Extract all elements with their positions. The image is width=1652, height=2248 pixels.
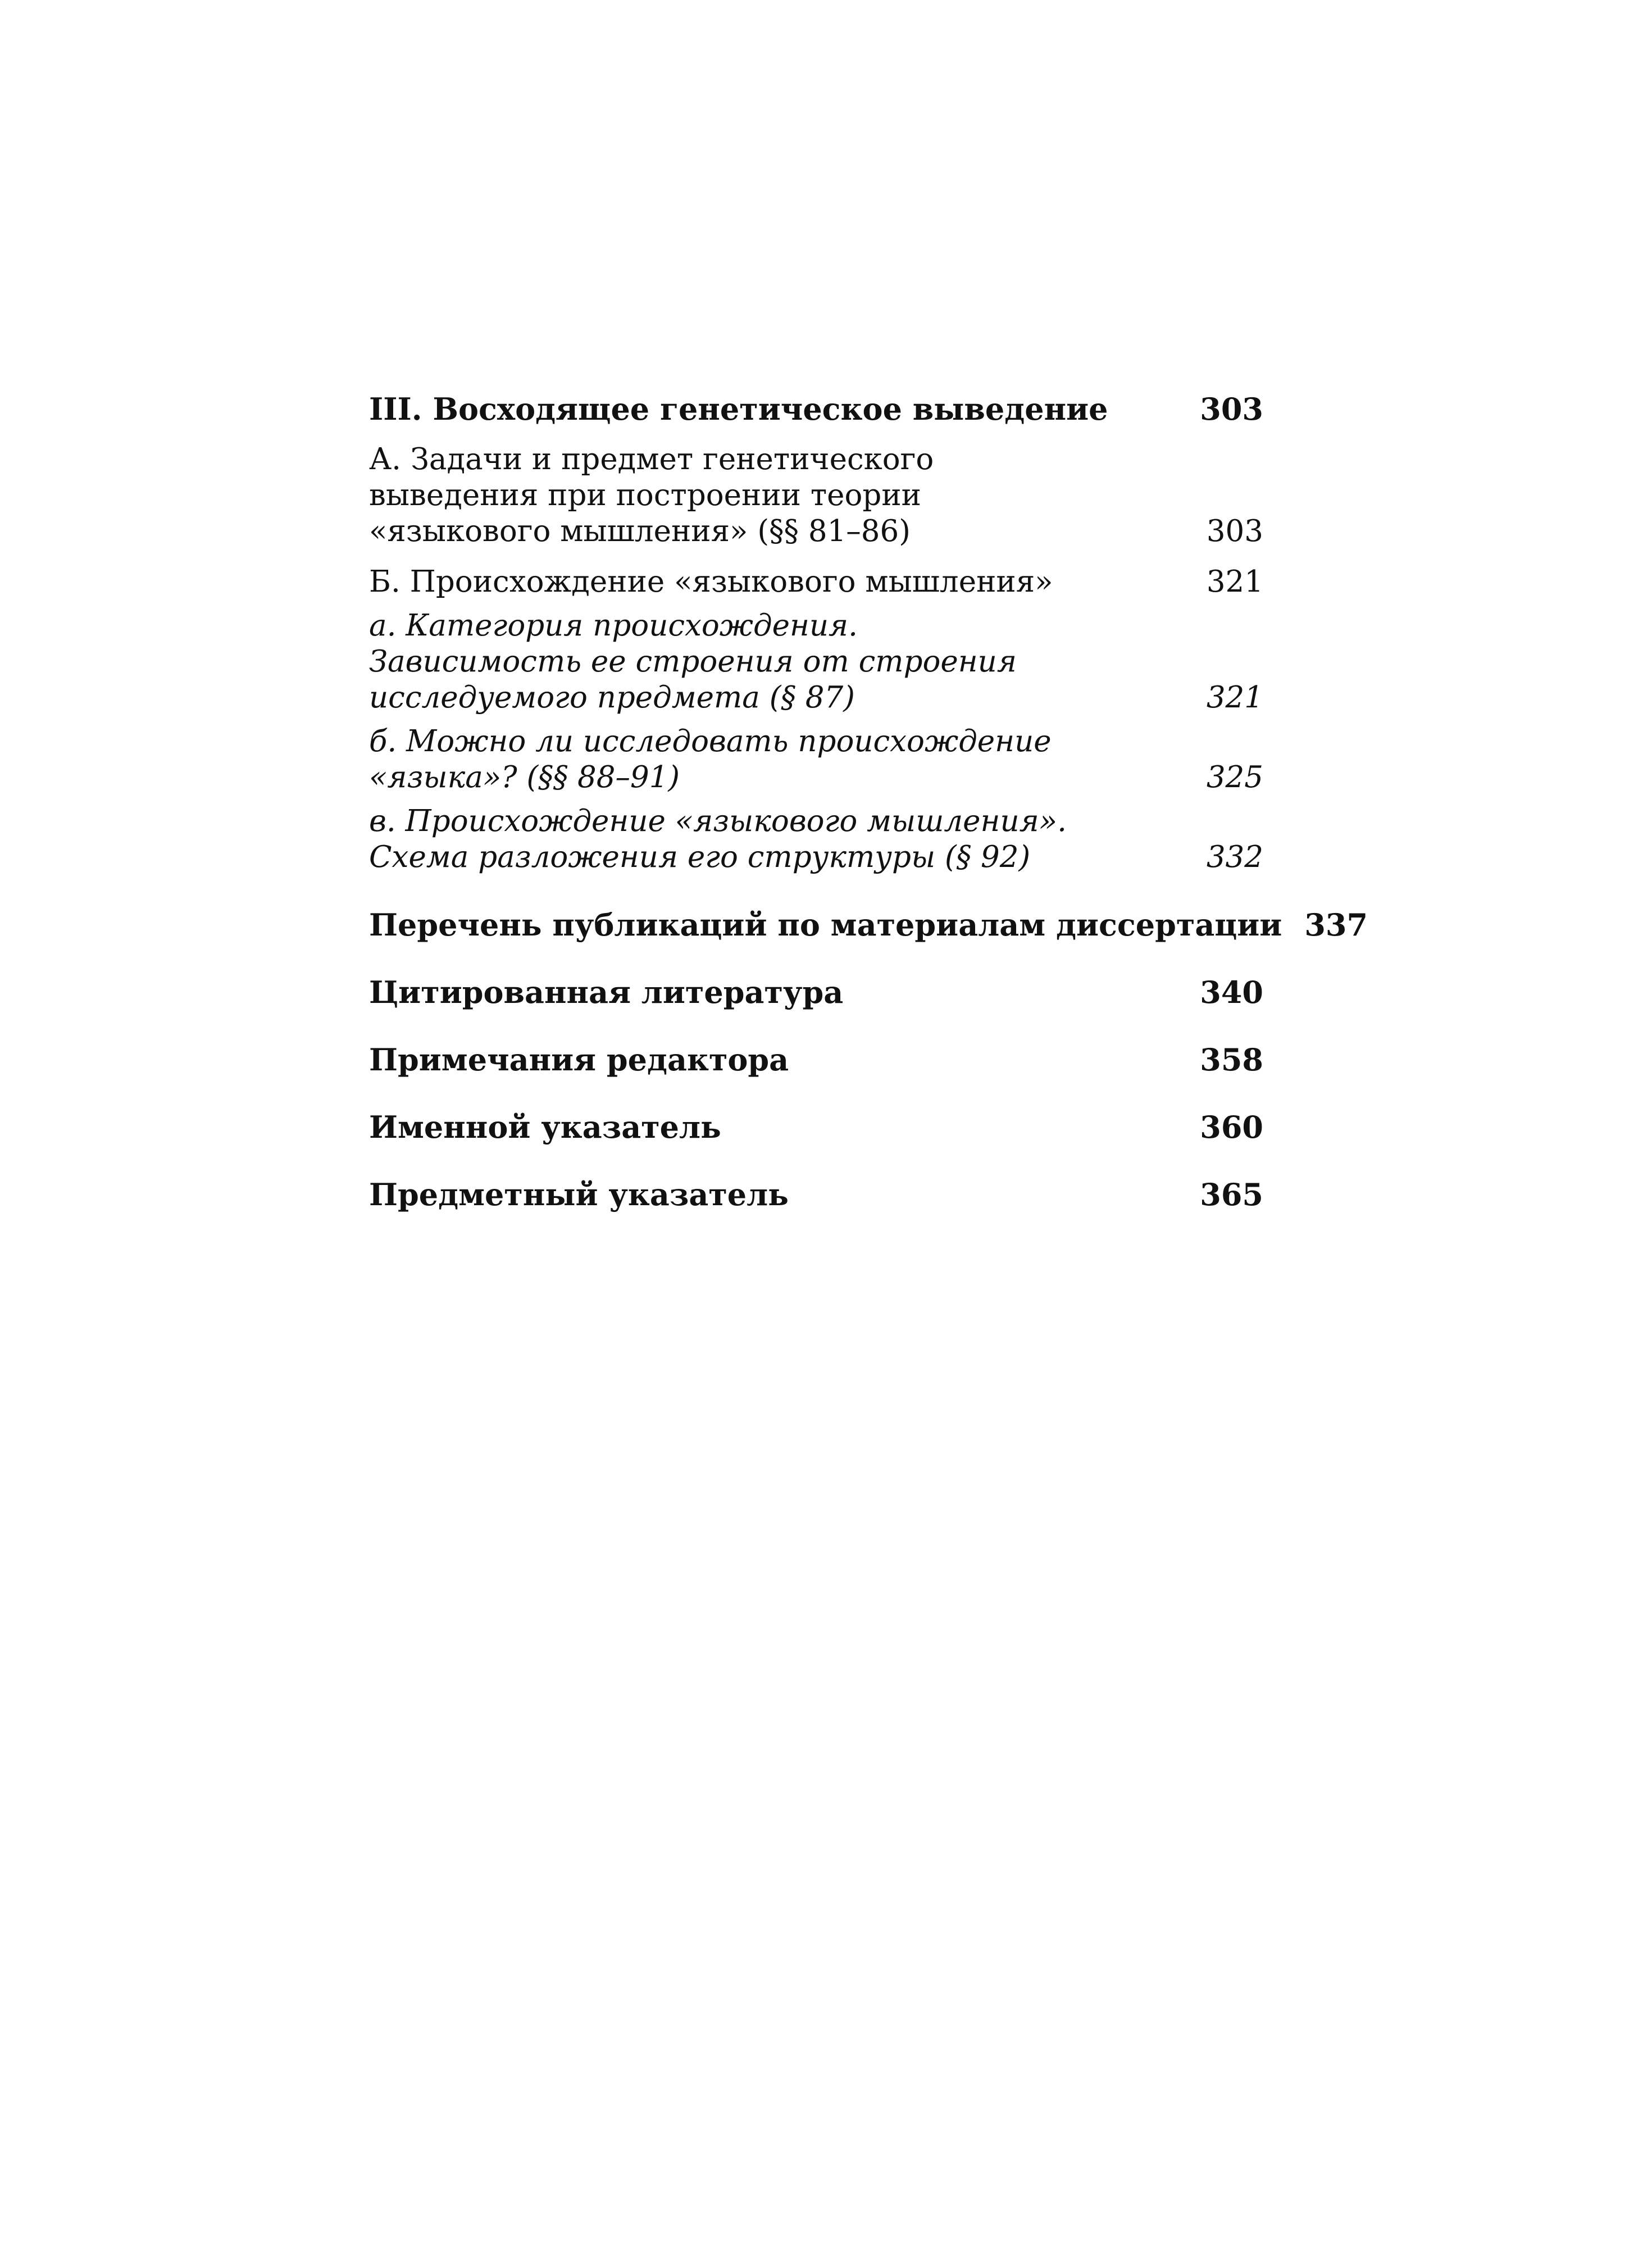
toc-entry-page: 325	[1206, 760, 1263, 794]
toc-entry-title	[369, 442, 1184, 549]
toc-entry-section-iii	[369, 391, 1263, 427]
toc-entry-page: 365	[1200, 1177, 1263, 1212]
toc-entry-line: Зависимость ее строения от строения	[369, 644, 1017, 679]
toc-entry-page: 303	[1200, 391, 1263, 427]
toc-entry-line: Б. Происхождение «языкового мышления»	[369, 565, 1053, 599]
toc-entry-line: «языкового мышления» (§§ 81–86)	[369, 514, 911, 548]
table-of-contents	[369, 391, 1368, 1212]
toc-entry-line: Цитированная литература	[369, 974, 844, 1010]
toc-entry-page: 321	[1206, 680, 1263, 715]
toc-entry-title	[369, 608, 1184, 716]
toc-entry-line: Предметный указатель	[369, 1177, 789, 1212]
toc-entry-line: выведения при построении теории	[369, 478, 922, 512]
toc-entry-line: б. Можно ли исследовать происхождение	[369, 724, 1052, 759]
toc-entry-title	[369, 907, 1282, 943]
toc-entry-line: а. Категория происхождения.	[369, 608, 858, 643]
toc-entry-title	[369, 724, 1184, 796]
toc-entry-line: Именной указатель	[369, 1109, 721, 1145]
toc-entry-subsection-a	[369, 442, 1263, 549]
toc-entry-page: 360	[1200, 1109, 1263, 1145]
toc-entry-item-a	[369, 608, 1263, 716]
toc-entry-page: 303	[1206, 514, 1263, 548]
toc-entry-subject-index	[369, 1177, 1263, 1212]
toc-entry-title	[369, 1042, 1177, 1078]
toc-entry-line: III. Восходящее генетическое выведение	[369, 391, 1108, 427]
toc-entry-name-index	[369, 1109, 1263, 1145]
toc-entry-page: 337	[1304, 907, 1368, 943]
toc-entry-line: Схема разложения его структуры (§ 92)	[369, 840, 1031, 874]
toc-entry-editor-notes	[369, 1042, 1263, 1078]
toc-entry-line: в. Происхождение «языкового мышления».	[369, 804, 1067, 838]
toc-entry-page: 358	[1200, 1042, 1263, 1078]
toc-entry-title	[369, 803, 1184, 875]
toc-entry-page: 321	[1206, 565, 1263, 599]
toc-entry-publications	[369, 907, 1368, 943]
toc-entry-title	[369, 1177, 1177, 1212]
toc-entry-title	[369, 564, 1184, 600]
toc-entry-line: исследуемого предмета (§ 87)	[369, 680, 855, 715]
toc-entry-cited-literature	[369, 974, 1263, 1010]
toc-entry-line: Перечень публикаций по материалам диссертации	[369, 907, 1282, 943]
toc-entry-title	[369, 391, 1177, 427]
toc-entry-page: 340	[1200, 974, 1263, 1010]
toc-entry-title	[369, 974, 1177, 1010]
toc-entry-title	[369, 1109, 1177, 1145]
toc-entry-line: Примечания редактора	[369, 1042, 789, 1078]
toc-entry-item-b	[369, 724, 1263, 796]
toc-entry-subsection-b	[369, 564, 1263, 600]
toc-entry-line: «языка»? (§§ 88–91)	[369, 760, 680, 794]
toc-entry-item-v	[369, 803, 1263, 875]
toc-entry-line: А. Задачи и предмет генетического	[369, 442, 934, 476]
toc-entry-page: 332	[1206, 840, 1263, 874]
